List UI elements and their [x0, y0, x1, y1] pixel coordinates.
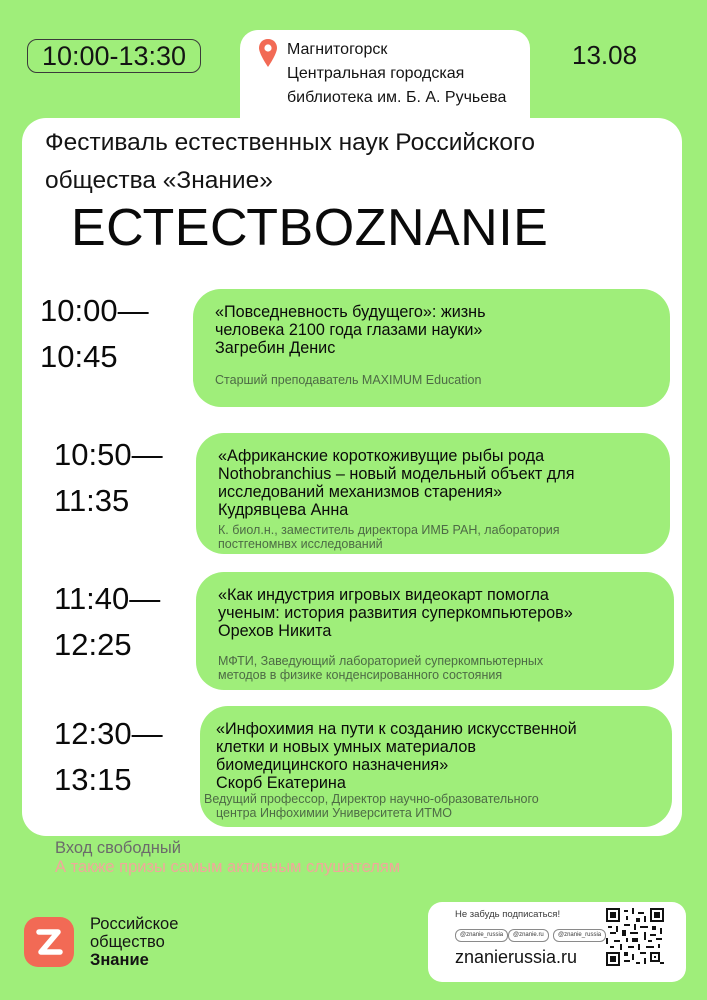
speaker-role [218, 523, 658, 551]
venue-library-line-2: библиотека им. Б. А. Ручьева [287, 89, 507, 106]
slot-end: 10:45 [40, 339, 118, 374]
speaker-name: Скорб Екатерина [216, 774, 346, 792]
talk-title [218, 447, 658, 519]
organization-name-line: Знание [90, 951, 149, 969]
slot-time-4 [54, 711, 163, 803]
speaker-role-line: Ведущий профессор, Директор научно-образовательного [204, 792, 539, 806]
free-entry-note: Вход свободный [55, 839, 181, 857]
znanie-logo-icon [24, 917, 74, 967]
subscribe-caption: Не забудь подписаться! [455, 909, 561, 920]
slot-end: 12:25 [54, 627, 132, 662]
festival-title-line-1: Фестиваль естественных наук Российского [45, 129, 535, 156]
slot-start: 12:30— [54, 716, 163, 751]
talk-title-line: биомедицинского назначения» [216, 756, 449, 774]
social-link-channel[interactable]: @znanie_russia [553, 929, 606, 942]
speaker-role-line: постгеномнвх исследований [218, 537, 383, 551]
festival-title-line-2: общества «Знание» [45, 167, 273, 194]
talk-title-line: человека 2100 года глазами науки» [215, 321, 483, 339]
talk-title-line: «Африканские короткоживущие рыбы рода [218, 447, 545, 465]
festival-title [45, 124, 665, 200]
speaker-role [218, 654, 662, 682]
slot-start: 10:00— [40, 293, 149, 328]
speaker-name: Загребин Денис [215, 339, 336, 357]
venue-library-line-1: Центральная городская [287, 65, 465, 82]
organization-name [90, 915, 178, 969]
social-link-telegram[interactable]: @znanie_russia [455, 929, 508, 942]
talk-card-1 [193, 289, 670, 407]
location-pin-icon [258, 38, 278, 68]
talk-card-4 [200, 706, 672, 827]
talk-card-2 [196, 433, 670, 554]
qr-code-icon [606, 908, 664, 966]
venue-city: Магнитогорск [287, 41, 388, 58]
talk-title [215, 303, 658, 357]
organization-name-line: общество [90, 933, 165, 951]
speaker-role-line: Старший преподаватель MAXIMUM Education [215, 373, 482, 387]
talk-title-line: «Повседневность будущего»: жизнь [215, 303, 486, 321]
speaker-role [204, 792, 660, 820]
venue-address [287, 38, 547, 110]
talk-title-line: Nothobranchius – новый модельный объект для [218, 465, 575, 483]
talk-title-line: «Как индустрия игровых видеокарт помогла [218, 586, 549, 604]
talk-card-3 [196, 572, 674, 690]
prizes-note: А также призы самым активным слушателям [55, 858, 401, 876]
event-date: 13.08 [572, 40, 638, 70]
organization-name-line: Российское [90, 915, 179, 933]
talk-title-line: «Инфохимия на пути к созданию искусственной [216, 720, 577, 738]
slot-start: 10:50— [54, 437, 163, 472]
talk-title-line: исследований механизмов старения» [218, 483, 503, 501]
slot-time-1 [40, 288, 149, 380]
speaker-name: Орехов Никита [218, 622, 332, 640]
slot-end: 13:15 [54, 762, 132, 797]
speaker-role-line: методов в физике конденсированного состояния [218, 668, 503, 682]
talk-title [218, 586, 662, 640]
slot-time-2 [54, 432, 163, 524]
talk-title-line: клетки и новых умных материалов [216, 738, 477, 756]
website-link[interactable]: znanierussia.ru [455, 947, 578, 967]
slot-start: 11:40— [54, 581, 161, 616]
speaker-role-line: К. биол.н., заместитель директора ИМБ РАН, лаборатория [218, 523, 560, 537]
speaker-role-line: центра Инфохимии Университета ИТМО [216, 806, 453, 820]
slot-time-3 [54, 576, 160, 668]
social-link-vk[interactable]: @znanie.ru [508, 929, 549, 942]
speaker-role-line: МФТИ, Заведующий лабораторией суперкомпьютерных [218, 654, 544, 668]
event-time-range: 10:00-13:30 [27, 39, 201, 73]
slot-end: 11:35 [54, 483, 130, 518]
talk-title [216, 720, 660, 792]
festival-brand: ЕСТЕСТВOZNANIE [71, 199, 549, 257]
speaker-name: Кудрявцева Анна [218, 501, 349, 519]
speaker-role [215, 373, 658, 387]
talk-title-line: ученым: история развития суперкомпьютеров» [218, 604, 573, 622]
